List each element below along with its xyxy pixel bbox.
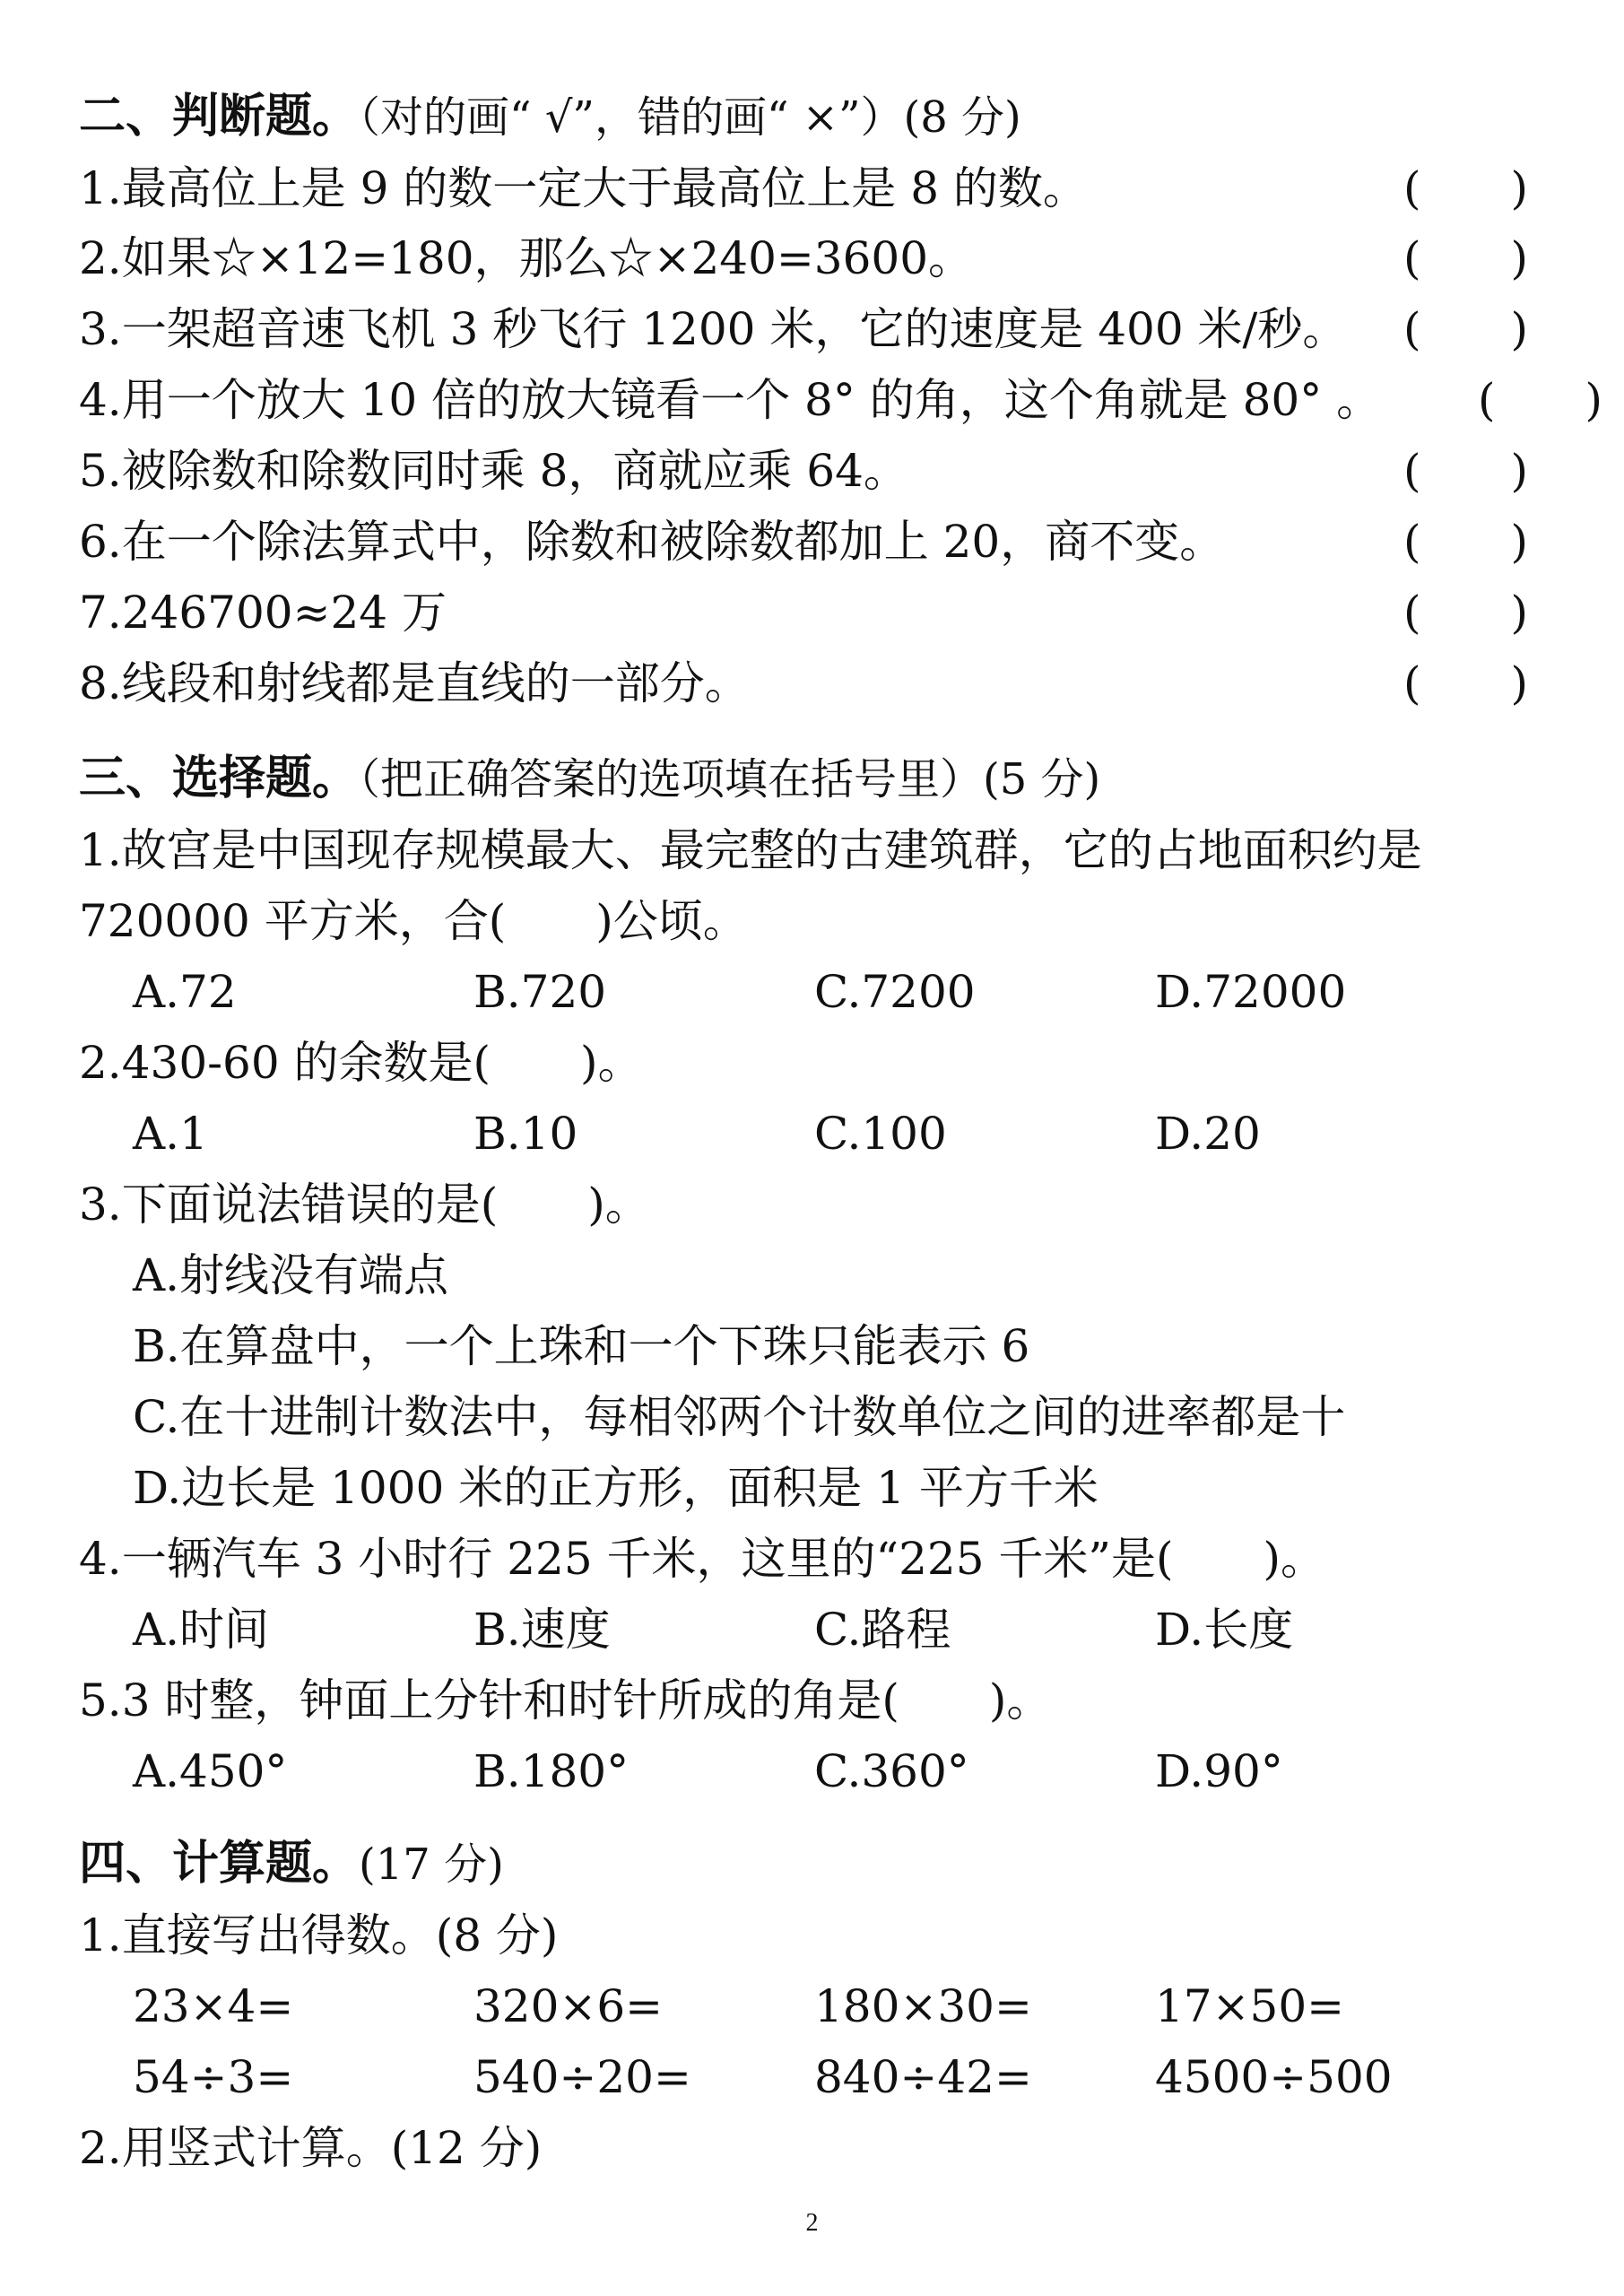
section-4-heading [79, 1828, 504, 1900]
choice-q3-option-b[interactable]: B.在算盘中，一个上珠和一个下珠只能表示 6 [133, 1320, 1030, 1372]
choice-q3: 3.下面说法错误的是( )。 [79, 1178, 650, 1231]
section-3-title: 三、选择题。 [79, 752, 360, 805]
section-4-title: 四、计算题。 [79, 1837, 360, 1891]
choice-q1-option-c[interactable]: C.7200 [814, 966, 976, 1018]
section-2-note: （对的画“ √”，错的画“ ×”）(8 分) [359, 92, 1021, 143]
judge-answer-paren-3[interactable]: ( ) [1403, 303, 1529, 355]
choice-q5-option-b[interactable]: B.180° [473, 1745, 630, 1797]
judge-item-3: 3.一架超音速飞机 3 秒飞行 1200 米，它的速度是 400 米/秒。 [79, 303, 1348, 355]
judge-item-2: 2.如果☆×12=180，那么☆×240=3600。 [79, 232, 974, 284]
judge-answer-paren-5[interactable]: ( ) [1403, 445, 1529, 497]
judge-item-8: 8.线段和射线都是直线的一部分。 [79, 657, 750, 709]
calc-sub-2: 2.用竖式计算。(12 分) [79, 2122, 543, 2174]
calc-item-2-2: 540÷20= [473, 2051, 691, 2103]
choice-q4-option-d[interactable]: D.长度 [1155, 1604, 1294, 1656]
choice-q5-option-d[interactable]: D.90° [1155, 1745, 1283, 1797]
section-2-heading [79, 81, 1021, 152]
judge-item-5: 5.被除数和除数同时乘 8，商就应乘 64。 [79, 445, 908, 497]
judge-answer-paren-1[interactable]: ( ) [1403, 162, 1529, 214]
section-2-title: 二、判断题。 [79, 90, 360, 144]
choice-q3-option-c[interactable]: C.在十进制计数法中，每相邻两个计数单位之间的进率都是十 [133, 1391, 1346, 1443]
choice-q4: 4.一辆汽车 3 小时行 225 千米，这里的“225 千米”是( )。 [79, 1533, 1325, 1585]
choice-q3-option-d[interactable]: D.边长是 1000 米的正方形，面积是 1 平方千米 [133, 1462, 1099, 1514]
choice-q1-line1: 1.故宫是中国现存规模最大、最完整的古建筑群，它的占地面积约是 [79, 824, 1422, 876]
calc-item-1-4: 17×50= [1155, 1980, 1345, 2032]
section-4-note: (17 分) [359, 1839, 504, 1890]
choice-q5: 5.3 时整，钟面上分针和时针所成的角是( )。 [79, 1674, 1052, 1726]
choice-q5-option-c[interactable]: C.360° [814, 1745, 969, 1797]
choice-q2-option-b[interactable]: B.10 [473, 1108, 578, 1160]
judge-item-4: 4.用一个放大 10 倍的放大镜看一个 8° 的角，这个角就是 80° 。 [79, 374, 1382, 426]
choice-q1-option-d[interactable]: D.72000 [1155, 966, 1347, 1018]
choice-q2: 2.430-60 的余数是( )。 [79, 1037, 643, 1089]
calc-item-2-3: 840÷42= [814, 2051, 1032, 2103]
calc-item-1-3: 180×30= [814, 1980, 1032, 2032]
section-3-note: （把正确答案的选项填在括号里）(5 分) [359, 754, 1101, 804]
choice-q1-option-a[interactable]: A.72 [133, 966, 237, 1018]
choice-q4-option-b[interactable]: B.速度 [473, 1604, 611, 1656]
judge-item-7: 7.246700≈24 万 [79, 587, 447, 639]
choice-q4-option-a[interactable]: A.时间 [133, 1604, 270, 1656]
choice-q4-option-c[interactable]: C.路程 [814, 1604, 951, 1656]
choice-q3-option-a[interactable]: A.射线没有端点 [133, 1249, 449, 1301]
judge-answer-paren-2[interactable]: ( ) [1403, 232, 1529, 284]
choice-q2-option-d[interactable]: D.20 [1155, 1108, 1261, 1160]
calc-sub-1: 1.直接写出得数。(8 分) [79, 1909, 559, 1961]
section-3-heading [79, 743, 1100, 814]
judge-item-1: 1.最高位上是 9 的数一定大于最高位上是 8 的数。 [79, 162, 1088, 214]
judge-answer-paren-8[interactable]: ( ) [1403, 657, 1529, 709]
choice-q2-option-a[interactable]: A.1 [133, 1108, 208, 1160]
choice-q1-line2: 720000 平方米，合( )公顷。 [79, 895, 748, 947]
judge-answer-paren-4[interactable]: ( ) [1478, 374, 1603, 426]
calc-item-1-1: 23×4= [133, 1980, 294, 2032]
calc-item-2-1: 54÷3= [133, 2051, 294, 2103]
calc-item-2-4: 4500÷500 [1155, 2051, 1393, 2103]
calc-item-1-2: 320×6= [473, 1980, 664, 2032]
choice-q2-option-c[interactable]: C.100 [814, 1108, 947, 1160]
judge-answer-paren-7[interactable]: ( ) [1403, 587, 1529, 639]
judge-answer-paren-6[interactable]: ( ) [1403, 516, 1529, 568]
page-number: 2 [805, 2209, 819, 2237]
judge-item-6: 6.在一个除法算式中，除数和被除数都加上 20，商不变。 [79, 516, 1225, 568]
choice-q5-option-a[interactable]: A.450° [133, 1745, 288, 1797]
choice-q1-option-b[interactable]: B.720 [473, 966, 607, 1018]
